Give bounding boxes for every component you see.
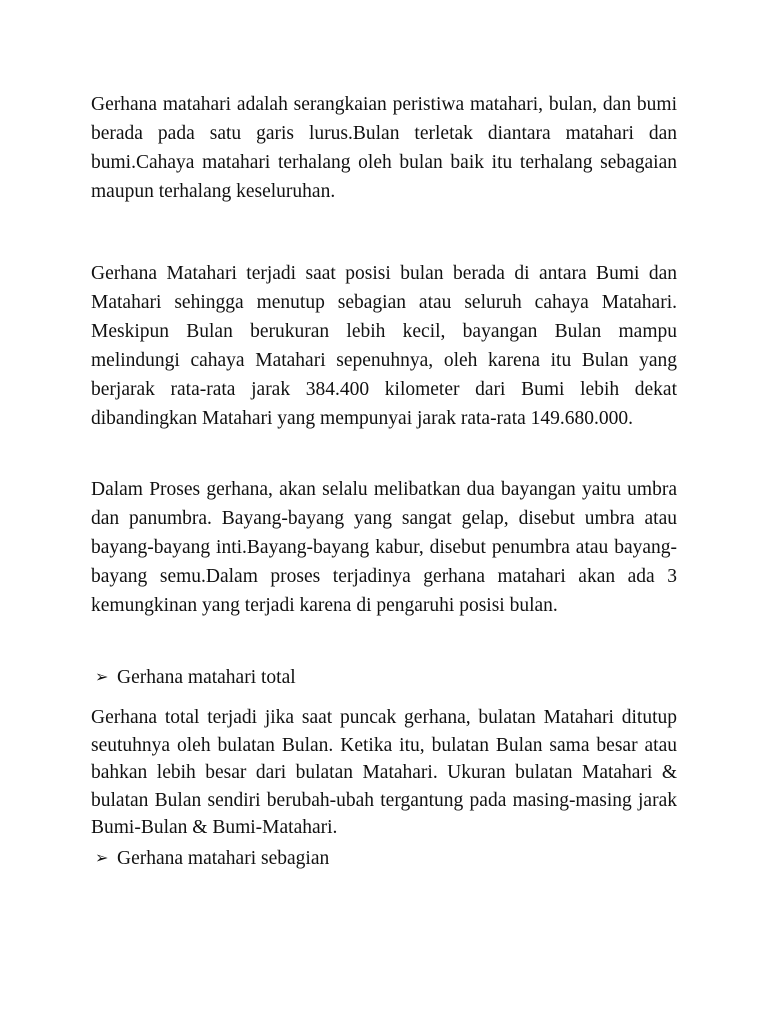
paragraph-umbra-penumbra: Dalam Proses gerhana, akan selalu melibatkan dua bayangan yaitu umbra dan panumbra. Bayang-bayang yang sangat gelap, disebut umbra atau bayang-bayang inti.Bayang-bayang kabur, disebut penumbra atau bayang-bayang semu.Dalam proses terjadinya gerhana matahari akan ada 3 kemungkinan yang terjadi karena di pengaruhi posisi bulan. bbox=[91, 479, 677, 616]
arrowhead-bullet-icon: ➢ bbox=[95, 667, 109, 686]
paragraph-definition: Gerhana matahari adalah serangkaian peristiwa matahari, bulan, dan bumi berada pada satu garis lurus.Bulan terletak diantara matahari dan bumi.Cahaya matahari terhalang oleh bulan baik itu terhalang sebagaian maupun terhalang keseluruhan. bbox=[91, 94, 677, 202]
paragraph-total-eclipse: Gerhana total terjadi jika saat puncak gerhana, bulatan Matahari ditutup seutuhnya oleh bulatan Bulan. Ketika itu, bulatan Bulan sama besar atau bahkan lebih besar dari bulatan Matahari. Ukuran bulatan Matahari & bulatan Bulan sendiri berubah-ubah tergantung pada masing-masing jarak Bumi-Bulan & Bumi-Matahari. bbox=[91, 707, 677, 838]
bullet-item-partial bbox=[95, 843, 329, 873]
arrowhead-bullet-icon: ➢ bbox=[95, 848, 109, 867]
bullet-label: Gerhana matahari sebagian bbox=[117, 848, 330, 869]
paragraph-explanation: Gerhana Matahari terjadi saat posisi bulan berada di antara Bumi dan Matahari sehingga menutup sebagian atau seluruh cahaya Matahari. Meskipun Bulan berukuran lebih kecil, bayangan Bulan mampu melindungi cahaya Matahari sepenuhnya, oleh karena itu Bulan yang berjarak rata-rata jarak 384.400 kilometer dari Bumi lebih dekat dibandingkan Matahari yang mempunyai jarak rata-rata 149.680.000. bbox=[91, 263, 677, 429]
bullet-item-total bbox=[95, 662, 296, 692]
bullet-label: Gerhana matahari total bbox=[117, 667, 296, 688]
